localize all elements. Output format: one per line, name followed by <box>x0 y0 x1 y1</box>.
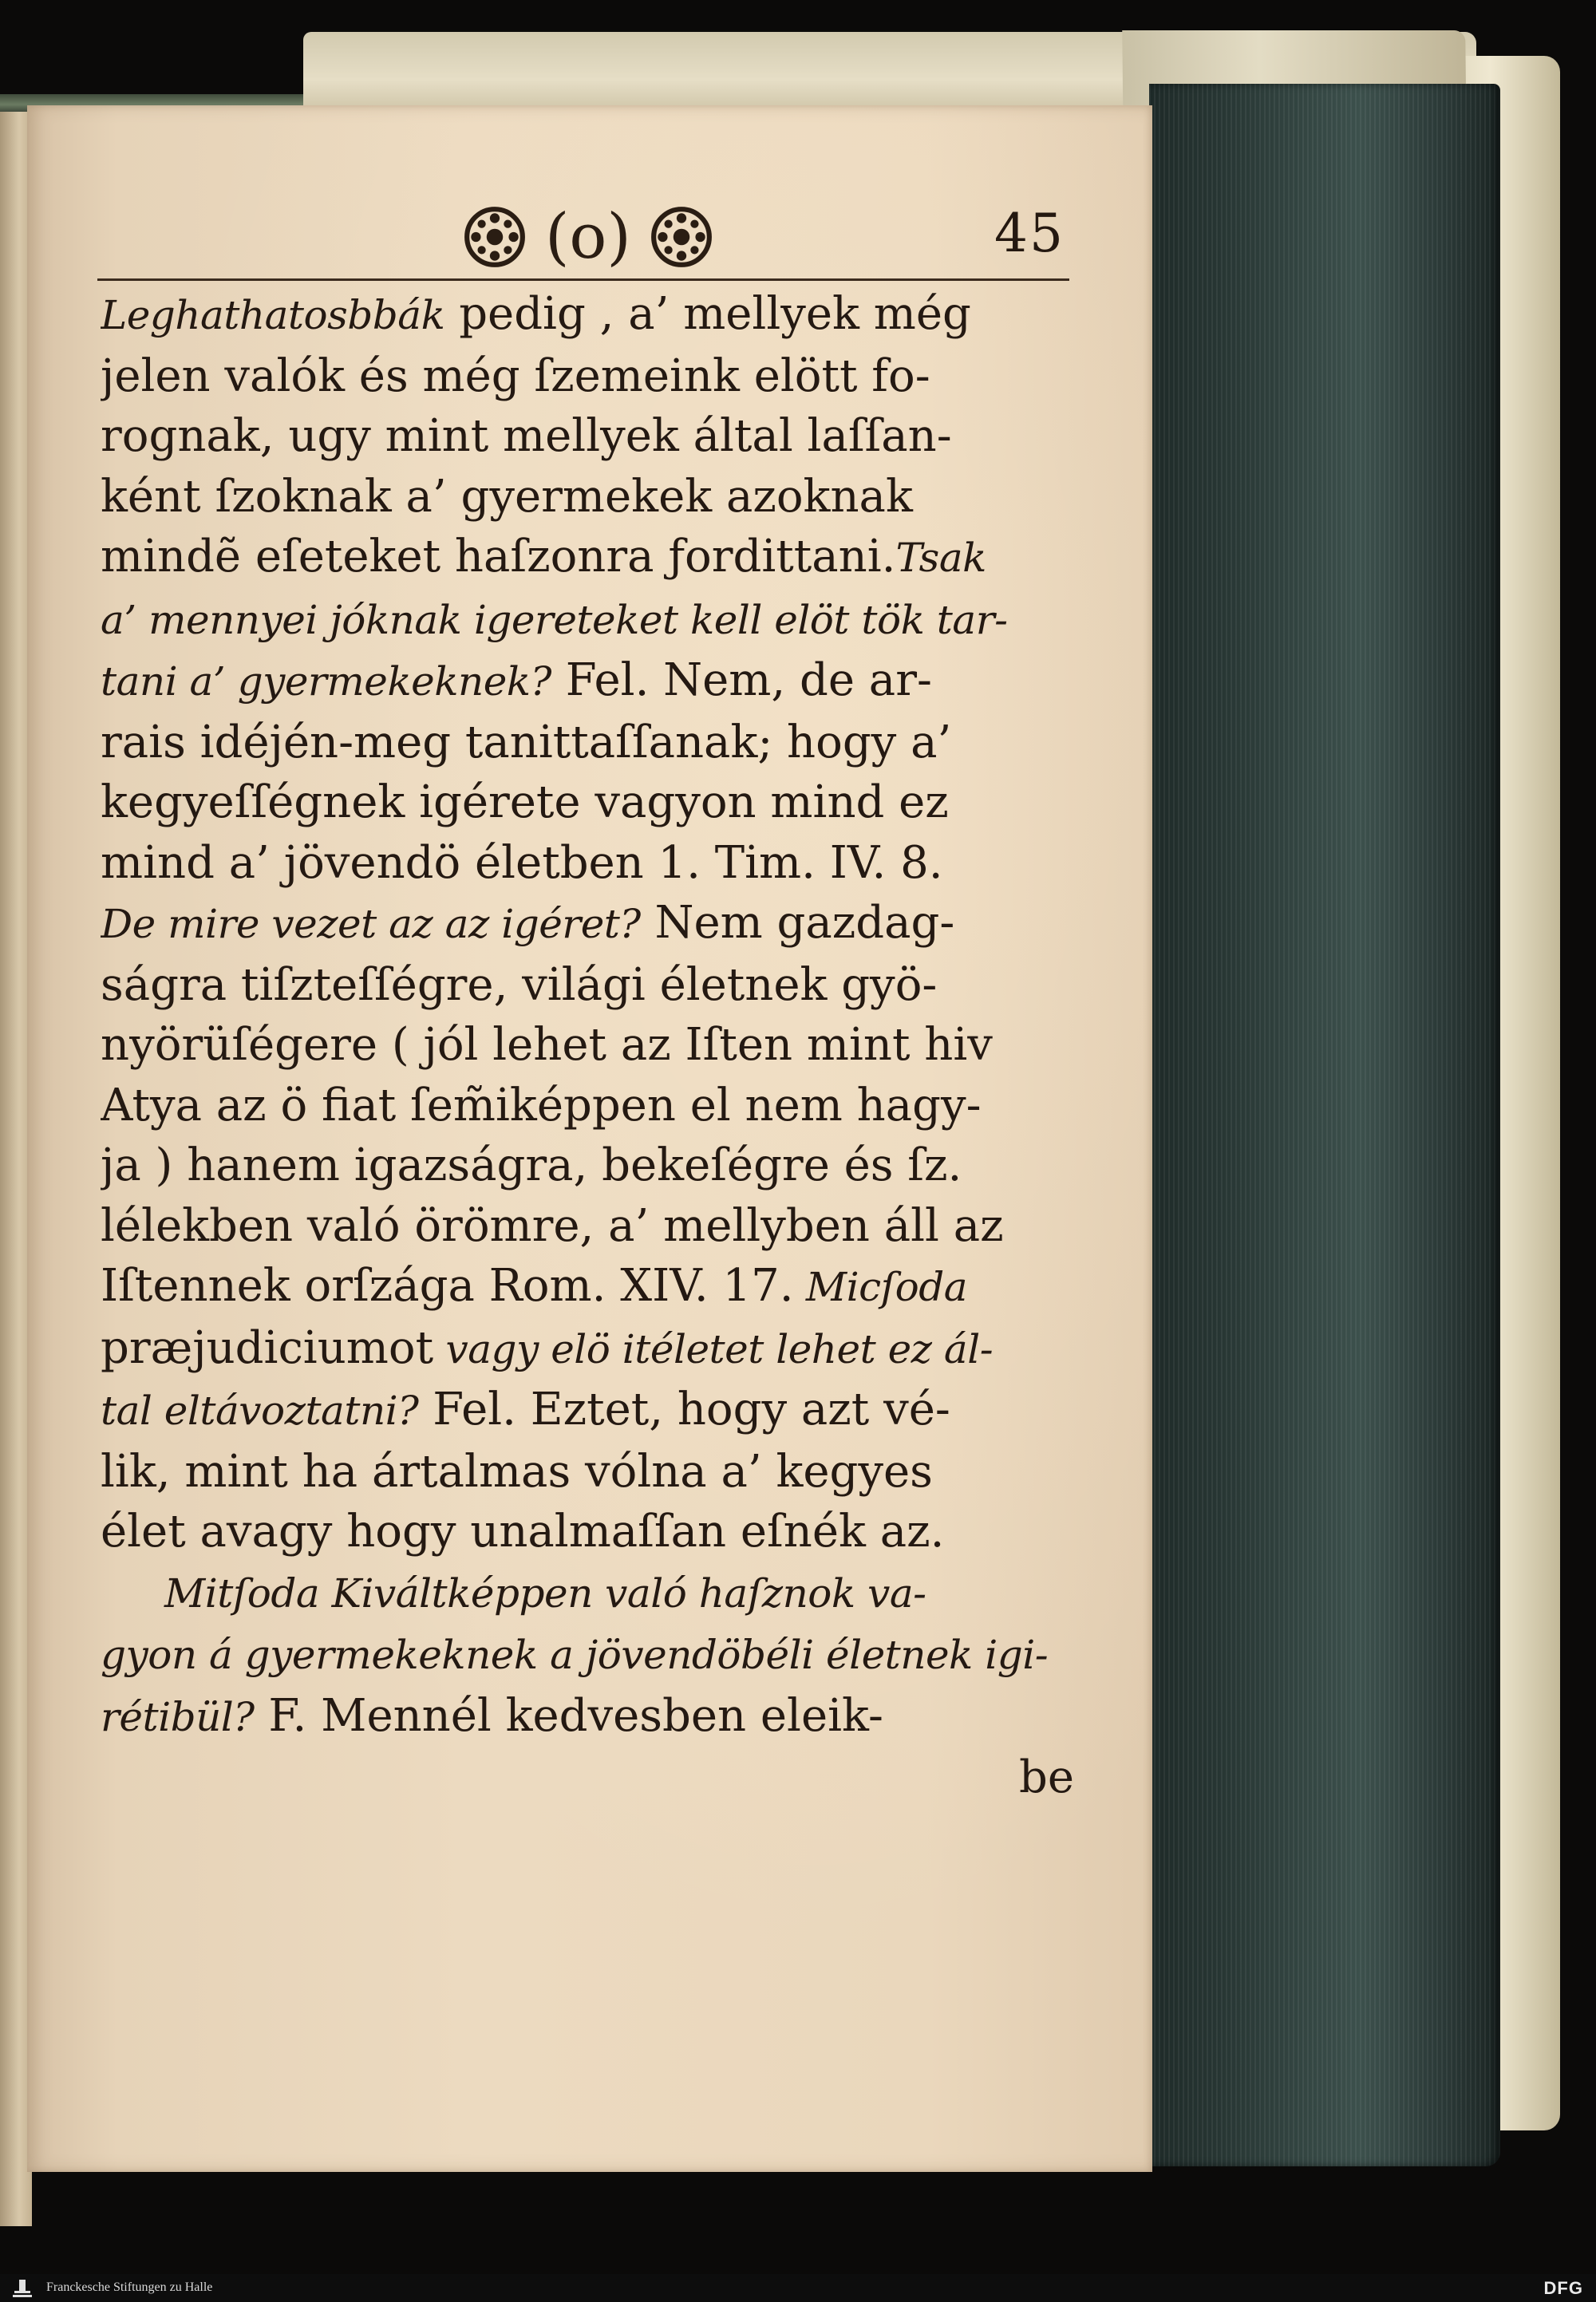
text-line <box>101 1196 1079 1257</box>
text-run: pedig , a’ mellyek még <box>444 288 971 340</box>
text-run: be <box>1019 1751 1074 1803</box>
italic-text-run: a’ mennyei jóknak igereteket kell elöt tök tar- <box>101 596 1008 643</box>
header-rule <box>97 278 1069 281</box>
italic-text-run: tal eltávoztatni? <box>101 1388 419 1434</box>
text-line <box>101 893 1079 955</box>
text-line <box>101 1015 1079 1076</box>
middle-ornament: (o) <box>545 201 631 273</box>
text-run: mindẽ eſeteket haſzonra ƒordittani. <box>101 531 896 582</box>
text-line <box>101 1442 1079 1502</box>
text-run: Fel. Eztet, hogy azt vé- <box>418 1384 950 1435</box>
institution-logo-icon <box>11 2278 34 2299</box>
text-line <box>101 589 1079 651</box>
italic-text-run: gyon á gyermekeknek a jövendöbéli életnek igi- <box>101 1632 1049 1678</box>
italic-text-run: De mire vezet az az igéret? <box>101 901 641 947</box>
italic-text-run: rétibül? <box>101 1693 255 1740</box>
footer-institution: Franckesche Stiftungen zu Halle <box>46 2280 213 2294</box>
text-line <box>101 833 1079 894</box>
italic-text-run: Micſoda <box>793 1264 968 1310</box>
text-line <box>101 955 1079 1016</box>
text-run: præjudiciumot <box>101 1321 434 1374</box>
text-line <box>101 650 1079 713</box>
text-run: ként ſzoknak a’ gyermekek azoknak <box>101 470 913 523</box>
text-line <box>101 1076 1079 1136</box>
text-run: Iſtennek orſzága Rom. XIV. 17. <box>101 1260 794 1312</box>
footer-bar <box>0 2274 1596 2302</box>
catchword <box>101 1747 1079 1808</box>
text-run: F. Mennél kedvesben eleik- <box>254 1689 883 1742</box>
page-body-text <box>101 284 1079 1808</box>
text-run: lélekben való örömre, a’ mellyben áll az <box>101 1199 1004 1252</box>
text-run: ja ) hanem igazságra, bekeſégre és ſz. <box>101 1139 962 1191</box>
text-run: Fel. Nem, de ar- <box>551 654 932 706</box>
text-run: élet avagy hogy unalmaſſan eſnék az. <box>101 1506 945 1558</box>
text-line <box>101 772 1079 833</box>
italic-text-run: Tsak <box>895 535 986 581</box>
page-number: 45 <box>994 203 1065 264</box>
text-run: Atya az ö fiat ſem̃iképpen el nem hagy- <box>101 1079 982 1131</box>
text-line <box>101 1380 1079 1442</box>
text-line <box>101 1256 1079 1318</box>
header-ornaments <box>462 201 714 273</box>
text-run: lik, mint ha ártalmas vólna a’ kegyes <box>101 1445 933 1498</box>
text-run: jelen valók és még ſzemeink elött fo- <box>101 349 930 402</box>
page-header <box>99 193 1065 281</box>
text-run: mind a’ jövendö életben 1. Tim. IV. 8. <box>101 836 943 889</box>
text-line <box>101 346 1079 407</box>
text-line <box>101 1562 1079 1625</box>
text-line <box>101 1624 1079 1686</box>
flower-ornament-icon <box>462 204 527 270</box>
text-run: kegyeſſégnek igérete vagyon mind ez <box>101 776 949 828</box>
text-line <box>101 1318 1079 1380</box>
text-line <box>101 467 1079 527</box>
italic-text-run: tani a’ gyermekeknek? <box>101 658 551 705</box>
text-line <box>101 1135 1079 1196</box>
italic-text-run: Leghathatosbbák <box>101 292 445 338</box>
text-line <box>101 527 1079 589</box>
text-run: ságra tiſzteſſégre, világi életnek gyö- <box>101 958 938 1011</box>
flower-ornament-icon <box>649 204 714 270</box>
italic-text-run: vagy elö itéletet lehet ez ál- <box>433 1325 994 1372</box>
italic-text-run: Mitſoda Kiváltképpen való haſznok va- <box>164 1570 926 1617</box>
text-line <box>101 713 1079 773</box>
text-run: nyörüſégere ( jól lehet az Iſten mint hiv <box>101 1019 993 1071</box>
text-line <box>101 284 1079 346</box>
text-line <box>101 406 1079 467</box>
dfg-logo: DFG <box>1543 2278 1583 2298</box>
page-edges <box>1149 84 1500 2166</box>
text-run: Nem gazdag- <box>640 897 955 949</box>
text-line <box>101 1686 1079 1748</box>
text-run: rais idéjén-meg tanittaſſanak; hogy a’ <box>101 716 952 768</box>
text-line <box>101 1502 1079 1562</box>
text-run: rognak, ugy mint mellyek által laſſan- <box>101 410 952 462</box>
book-page <box>27 105 1152 2172</box>
